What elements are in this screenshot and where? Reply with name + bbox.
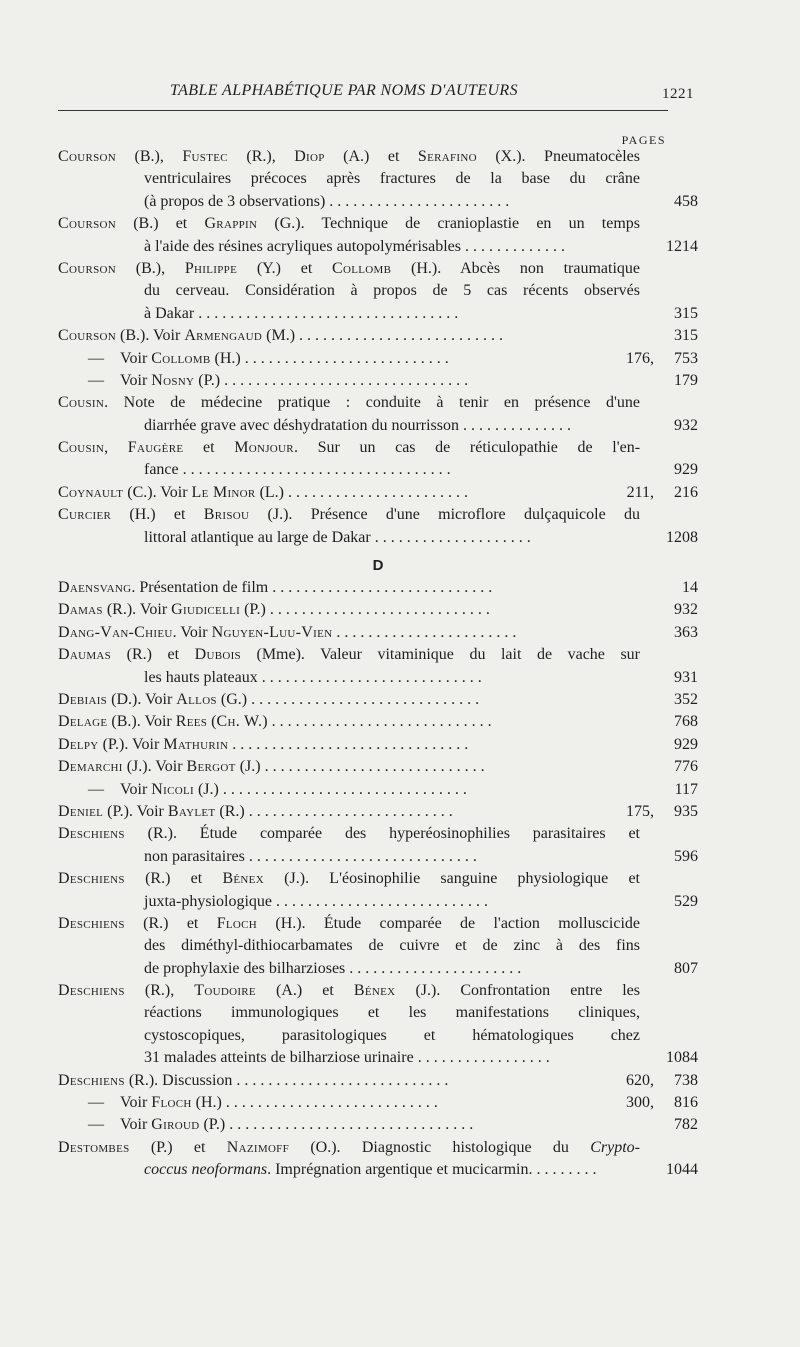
entry-text: Destombes (P.) et Nazimoff (O.). Diagnostic histologique du Crypto- — [58, 1138, 641, 1156]
ditto-dash: — — [88, 780, 104, 798]
page-reference: 1044 — [666, 1161, 698, 1179]
page-reference: 315 — [674, 327, 698, 345]
page-reference: 176, 753 — [626, 349, 698, 367]
entry-line — [58, 980, 640, 1002]
entry-line — [58, 779, 698, 801]
entry-text: Delage (B.). Voir Rees (Ch. W.) — [58, 713, 268, 731]
page-reference: 932 — [674, 416, 698, 434]
entry-text: Dang-Van-Chieu. Voir Nguyen-Luu-Vien — [58, 623, 333, 641]
index-entry — [58, 980, 698, 1070]
entry-line — [58, 711, 698, 733]
entry-line — [58, 1092, 698, 1114]
entry-line — [58, 1025, 640, 1047]
index-entry — [58, 348, 698, 370]
entry-text: à Dakar — [144, 304, 195, 322]
entry-line — [58, 846, 698, 868]
index-entry — [58, 258, 698, 325]
page-reference: 929 — [674, 461, 698, 479]
entry-text: Daensvang. Présentation de film — [58, 579, 269, 597]
leader-dots: . . . . . . . . . . . . . . . . . . . . . . . . . . — [295, 327, 504, 345]
leader-dots: . . . . . . . . . . . . . . . . . . . . . . . . . . . . . . . . . — [194, 304, 459, 322]
entry-line — [58, 370, 698, 392]
entry-line — [58, 258, 640, 280]
page-reference: 1208 — [666, 528, 698, 546]
index-entry — [58, 644, 698, 689]
entry-line — [58, 280, 640, 302]
entry-line — [58, 325, 698, 347]
leader-dots: . . . . . . . . . . . . . . . . . . . . . . . — [284, 483, 468, 501]
entry-text: juxta-physiologique — [144, 892, 272, 910]
page-reference: 596 — [674, 847, 698, 865]
index-entry — [58, 868, 698, 913]
entry-text: Demarchi (J.). Voir Bergot (J.) — [58, 758, 261, 776]
entry-line — [58, 168, 640, 190]
leader-dots: . . . . . . . . . . . . . . . . . . . . . . . . . . . — [232, 1071, 449, 1089]
leader-dots: . . . . . . . . . . . . . . . . . . . . . . . . . . . . . . . — [225, 1116, 474, 1134]
entry-line — [58, 146, 640, 168]
page-reference: 529 — [674, 892, 698, 910]
index-entry — [58, 392, 698, 437]
leader-dots: . . . . . . . . . . . . . . . . . — [413, 1049, 550, 1067]
entry-line — [58, 437, 640, 459]
leader-dots: . . . . . . . . . . . . . . . . . . . . . . . . . . — [240, 349, 449, 367]
index-entry — [58, 756, 698, 778]
leader-dots: . . . . . . . . . . . . . . . . . . . . . . . . . . . — [221, 1094, 438, 1112]
header-rule — [58, 110, 668, 111]
page-reference: 352 — [674, 690, 698, 708]
entry-line — [58, 1137, 640, 1159]
entry-line — [58, 504, 640, 526]
entry-line — [58, 527, 698, 549]
entry-line — [58, 891, 698, 913]
entry-text: Courson (B.). Voir Armengaud (M.) — [58, 327, 296, 345]
index-entry — [58, 734, 698, 756]
entry-line — [58, 1070, 698, 1092]
section-letter-d: D — [372, 557, 384, 575]
author-index — [58, 146, 698, 1182]
entry-text: cystoscopiques, parasitologiques et hématologiques chez — [144, 1026, 640, 1044]
entry-line — [58, 577, 698, 599]
index-entry — [58, 913, 698, 980]
index-entry — [58, 1137, 698, 1182]
leader-dots: . . . . . . . . . . . . . . . . . . . . . . . . . . . . . . . . . . — [178, 461, 451, 479]
entry-text: 31 malades atteints de bilharziose urinaire — [144, 1049, 414, 1067]
entry-line — [58, 622, 698, 644]
entry-line — [58, 1159, 698, 1181]
index-entry — [58, 801, 698, 823]
page-reference: 300, 816 — [626, 1094, 698, 1112]
index-entry — [58, 146, 698, 213]
index-entry — [58, 599, 698, 621]
entry-line — [58, 303, 698, 325]
leader-dots: . . . . . . . . . . . . . . . . . . . . . . . — [332, 623, 517, 641]
leader-dots: . . . . . . . . . . . . . . . . . . . . . . . — [325, 192, 510, 210]
index-entry — [58, 779, 698, 801]
index-entry — [58, 482, 698, 504]
entry-text: Deniel (P.). Voir Baylet (R.) — [58, 802, 245, 820]
index-entry — [58, 689, 698, 711]
index-entry — [58, 370, 698, 392]
page-reference: 768 — [674, 713, 698, 731]
page-reference: 620, 738 — [626, 1071, 698, 1089]
entry-line — [58, 801, 698, 823]
leader-dots: . . . . . . . . . . . . . . . . . . . . . . . . . . . . — [267, 713, 492, 731]
entry-text: Voir Floch (H.) — [120, 1094, 222, 1112]
leader-dots: . . . . . . . . . . . . . . . . . . . . . . . . . . . . — [260, 758, 485, 776]
page-reference: 782 — [674, 1116, 698, 1134]
entry-text: Coynault (C.). Voir Le Minor (L.) — [58, 483, 284, 501]
entry-text: Curcier (H.) et Brisou (J.). Présence d'une microflore dulçaquicole du — [58, 506, 640, 524]
entry-line — [58, 734, 698, 756]
ditto-dash: — — [88, 1116, 104, 1134]
leader-dots: . . . . . . . . . . . . . . . . . . . . . . . . . . — [244, 802, 453, 820]
entry-text: Voir Collomb (H.) — [120, 349, 241, 367]
page-reference: 14 — [682, 579, 698, 597]
page-reference: 807 — [674, 959, 698, 977]
entry-line — [58, 191, 698, 213]
entry-text: littoral atlantique au large de Dakar — [144, 528, 371, 546]
entry-text: Deschiens (R.). Discussion — [58, 1071, 233, 1089]
running-title: TABLE ALPHABÉTIQUE PAR NOMS D'AUTEURS — [170, 82, 518, 99]
entry-text: Deschiens (R.) et Bénex (J.). L'éosinophilie sanguine physiologique et — [58, 870, 640, 888]
entry-line — [58, 958, 698, 980]
ditto-dash: — — [88, 371, 104, 389]
entry-text: des diméthyl-dithiocarbamates de cuivre et de zinc à des fins — [144, 937, 640, 955]
index-entry — [58, 504, 698, 549]
page-reference: 363 — [674, 623, 698, 641]
index-entry — [58, 213, 698, 258]
page-reference: 931 — [674, 668, 698, 686]
index-entry — [58, 577, 698, 599]
leader-dots: . . . . . . . . . . . . . . . . . . . . . . . . . . . . . — [247, 690, 480, 708]
index-entry — [58, 622, 698, 644]
page-reference: 175, 935 — [626, 802, 698, 820]
entry-text: Deschiens (R.) et Floch (H.). Étude comparée de l'action molluscicide — [58, 914, 640, 932]
entry-line — [58, 348, 698, 370]
leader-dots: . . . . . . . . . . . . . . . . . . . . . . . . . . . . — [265, 601, 490, 619]
entry-text: Courson (B.) et Grappin (G.). Technique de cranioplastie en un temps — [58, 215, 641, 233]
entry-text: les hauts plateaux — [144, 668, 258, 686]
entry-line — [58, 482, 698, 504]
leader-dots: . . . . . . . . . . . . . . — [459, 416, 571, 434]
entry-text: (à propos de 3 observations) — [144, 192, 326, 210]
leader-dots: . . . . . . . . . . . . . . . . . . . . . . . . . . . — [271, 892, 488, 910]
entry-text: non parasitaires — [144, 847, 245, 865]
page-reference: 179 — [674, 371, 698, 389]
entry-line — [58, 236, 698, 258]
leader-dots: . . . . . . . . — [532, 1161, 597, 1179]
leader-dots: . . . . . . . . . . . . . . . . . . . . . . . . . . . . . . . — [220, 371, 469, 389]
entry-line — [58, 1114, 698, 1136]
entry-text: Courson (B.), Fustec (R.), Diop (A.) et Serafino (X.). Pneumatocèles — [58, 148, 641, 165]
leader-dots: . . . . . . . . . . . . . . . . . . . . . . . . . . . . — [268, 579, 493, 597]
pages-column-label: PAGES — [621, 133, 666, 147]
entry-text: Damas (R.). Voir Giudicelli (P.) — [58, 601, 266, 619]
leader-dots: . . . . . . . . . . . . . . . . . . . . . . — [345, 959, 522, 977]
entry-text: Daumas (R.) et Dubois (Mme). Valeur vitaminique du lait de vache sur — [58, 646, 641, 664]
entry-line — [58, 392, 640, 414]
entry-text: coccus neoformans. Imprégnation argentique et mucicarmin. — [144, 1161, 533, 1179]
page-reference: 458 — [674, 192, 698, 210]
index-entry — [58, 1092, 698, 1114]
page-reference: 315 — [674, 304, 698, 322]
index-entry — [58, 437, 698, 482]
leader-dots: . . . . . . . . . . . . . . . . . . . . — [370, 528, 531, 546]
entry-text: de prophylaxie des bilharzioses — [144, 959, 346, 977]
entry-text: Delpy (P.). Voir Mathurin — [58, 735, 229, 753]
entry-line — [58, 1002, 640, 1024]
leader-dots: . . . . . . . . . . . . . — [461, 237, 565, 255]
page-reference: 932 — [674, 601, 698, 619]
entry-text: réactions immunologiques et les manifestations cliniques, — [144, 1004, 640, 1022]
entry-text: diarrhée grave avec déshydratation du nourrisson — [144, 416, 459, 434]
entry-text: Voir Nicoli (J.) — [120, 780, 219, 798]
entry-line — [58, 644, 640, 666]
index-entry — [58, 711, 698, 733]
entry-text: Cousin. Note de médecine pratique : conduite à tenir en présence d'une — [58, 394, 640, 412]
entry-text: Debiais (D.). Voir Allos (G.) — [58, 690, 248, 708]
ditto-dash: — — [88, 349, 104, 367]
page-reference: 929 — [674, 735, 698, 753]
page-number: 1221 — [662, 86, 694, 102]
entry-text: Voir Giroud (P.) — [120, 1116, 226, 1134]
page-reference: 1214 — [666, 237, 698, 255]
index-entry — [58, 1114, 698, 1136]
entry-text: Courson (B.), Philippe (Y.) et Collomb (H.). Abcès non traumatique — [58, 259, 640, 277]
ditto-dash: — — [88, 1094, 104, 1112]
entry-line — [58, 756, 698, 778]
page-reference: 1084 — [666, 1049, 698, 1067]
index-entry — [58, 1070, 698, 1092]
entry-line — [58, 689, 698, 711]
entry-line — [58, 459, 698, 481]
entry-text: du cerveau. Considération à propos de 5 cas récents observés — [144, 282, 640, 300]
entry-text: Deschiens (R.), Toudoire (A.) et Bénex (J.). Confrontation entre les — [58, 982, 641, 1000]
page-reference: 211, 216 — [626, 483, 698, 501]
index-entry — [58, 823, 698, 868]
entry-line — [58, 1047, 698, 1069]
index-entry — [58, 325, 698, 347]
entry-line — [58, 213, 640, 235]
entry-text: Cousin, Faugère et Monjour. Sur un cas de réticulopathie de l'en- — [58, 439, 641, 457]
entry-text: Voir Nosny (P.) — [120, 371, 221, 389]
leader-dots: . . . . . . . . . . . . . . . . . . . . . . . . . . . . . — [244, 847, 477, 865]
entry-text: fance — [144, 461, 179, 479]
entry-line — [58, 667, 698, 689]
leader-dots: . . . . . . . . . . . . . . . . . . . . . . . . . . . . — [257, 668, 482, 686]
entry-text: ventriculaires précoces après fractures de la base du crâne — [144, 170, 640, 188]
entry-text: à l'aide des résines acryliques autopolymérisables — [144, 237, 461, 255]
entry-line — [58, 935, 640, 957]
entry-line — [58, 823, 640, 845]
entry-line — [58, 599, 698, 621]
leader-dots: . . . . . . . . . . . . . . . . . . . . . . . . . . . . . . — [228, 735, 469, 753]
entry-line — [58, 415, 698, 437]
page-reference: 776 — [674, 758, 698, 776]
page-reference: 117 — [674, 780, 698, 798]
entry-line — [58, 913, 640, 935]
leader-dots: . . . . . . . . . . . . . . . . . . . . . . . . . . . . . . . — [218, 780, 467, 798]
entry-text: Deschiens (R.). Étude comparée des hyperéosinophilies parasitaires et — [58, 825, 640, 843]
entry-line — [58, 868, 640, 890]
